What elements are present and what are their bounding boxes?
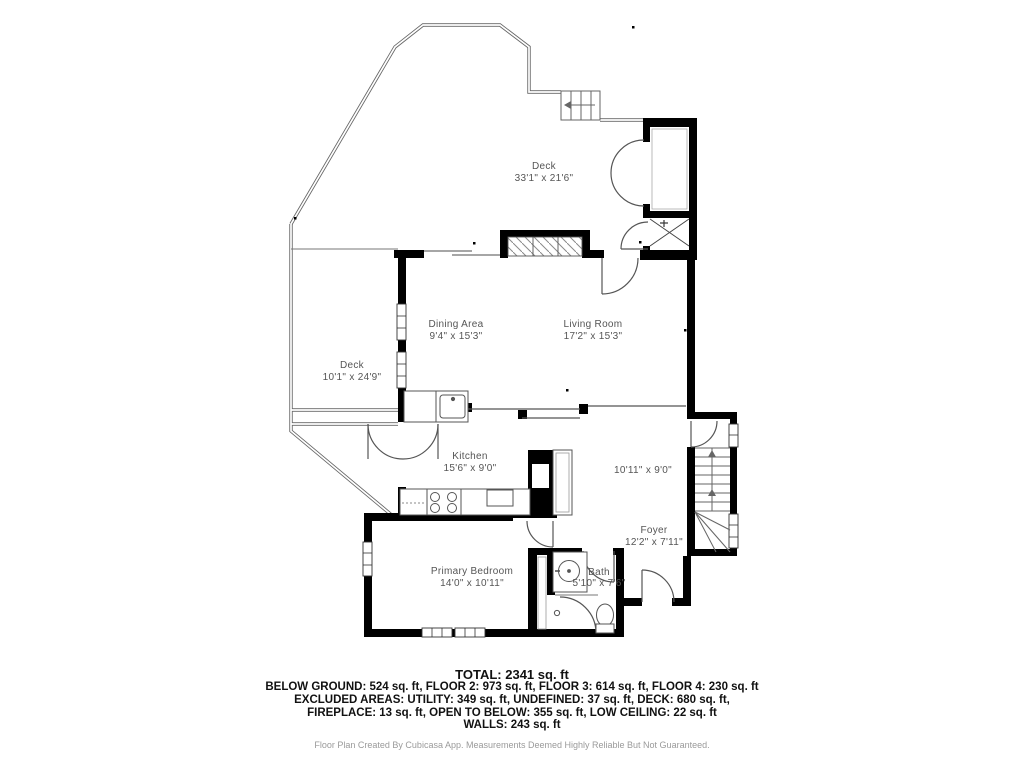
room-label-kitchen: Kitchen — [452, 451, 488, 462]
linen-closet — [538, 557, 546, 629]
shower-head-icon — [554, 610, 559, 615]
room-dims-living: 17'2" x 15'3" — [563, 331, 623, 342]
total-area: TOTAL: 2341 sq. ft — [455, 667, 569, 682]
fireplace — [500, 230, 590, 258]
attribution-text: Floor Plan Created By Cubicasa App. Measurements Deemed Highly Reliable But Not Guaranteed. — [314, 740, 710, 751]
elevator-shaft — [650, 129, 689, 246]
pantry-notch — [532, 464, 549, 488]
room-dims-dining: 9'4" x 15'3" — [429, 331, 483, 342]
room-dims-kitchen: 15'6" x 9'0" — [443, 463, 497, 474]
excluded-areas-2: FIREPLACE: 13 sq. ft, OPEN TO BELOW: 355 sq. ft, LOW CEILING: 22 sq. ft — [307, 706, 717, 719]
deck-stairs — [561, 91, 600, 120]
room-label-primary-bedroom: Primary Bedroom — [430, 566, 514, 577]
floor-areas: BELOW GROUND: 524 sq. ft, FLOOR 2: 973 sq. ft, FLOOR 3: 614 sq. ft, FLOOR 4: 230 sq. ft — [265, 681, 759, 693]
room-label-bath: Bath — [588, 567, 610, 578]
room-dims-bath: 5'10" x 7'6" — [572, 578, 626, 589]
room-label-deck-left: Deck — [340, 360, 364, 371]
room-dims-bonus: 10'11" x 9'0" — [613, 465, 673, 476]
room-label-living: Living Room — [563, 319, 623, 330]
stairs-main — [695, 448, 730, 552]
sliding-door — [424, 251, 500, 255]
walls — [364, 118, 737, 637]
room-dims-deck-left: 10'1" x 24'9" — [322, 372, 382, 383]
railing — [468, 406, 686, 418]
walls-area: WALLS: 243 sq. ft — [463, 719, 561, 732]
room-label-dining: Dining Area — [428, 319, 484, 330]
faucet-icon — [660, 220, 668, 227]
room-label-foyer: Foyer — [640, 525, 668, 536]
room-dims-primary-bedroom: 14'0" x 10'11" — [440, 578, 504, 589]
room-dims-deck-top: 33'1" x 21'6" — [514, 173, 574, 184]
marker-dots — [294, 26, 687, 392]
excluded-areas-1: EXCLUDED AREAS: UTILITY: 349 sq. ft, UNDEFINED: 37 sq. ft, DECK: 680 sq. ft, — [294, 693, 730, 706]
room-dims-foyer: 12'2" x 7'11" — [624, 537, 684, 548]
area-summary — [0, 668, 1024, 750]
room-label-deck-top: Deck — [532, 161, 556, 172]
toilet — [597, 604, 614, 626]
